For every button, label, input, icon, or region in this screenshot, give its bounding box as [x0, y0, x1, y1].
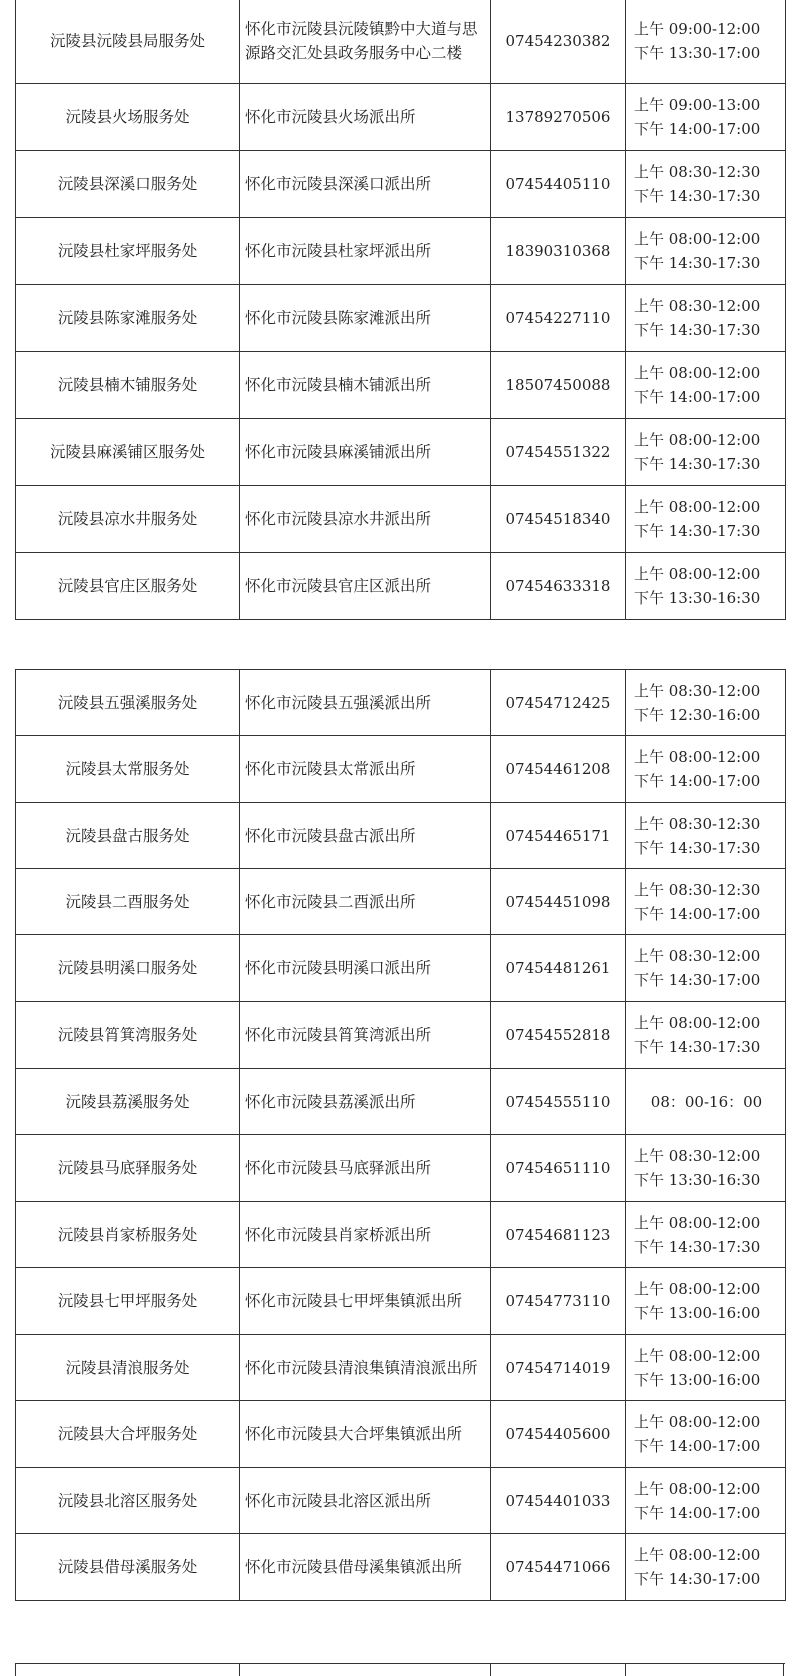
address-cell: 怀化市沅陵县大合坪集镇派出所: [240, 1401, 491, 1468]
hours-morning: 上午 08:30-12:00: [634, 1147, 761, 1165]
address-cell: 怀化市沅陵县马底驿派出所: [240, 1135, 491, 1202]
phone-cell: 07454714019: [491, 1335, 626, 1401]
address-cell: 怀化市沅陵县盘古派出所: [240, 803, 491, 869]
table-row: [16, 352, 786, 419]
hours-afternoon: 下午 14:00-17:00: [634, 772, 761, 790]
address-cell: 怀化市沅陵县太常派出所: [240, 736, 491, 803]
hours-cell: [626, 736, 786, 803]
hours-cell: [626, 935, 786, 1002]
office-name-cell: 沅陵县马底驿服务处: [16, 1135, 240, 1202]
office-name-cell: 沅陵县明溪口服务处: [16, 935, 240, 1002]
table-row: [16, 1268, 786, 1335]
office-name-cell: 沅陵县借母溪服务处: [16, 1534, 240, 1601]
hours-cell: [626, 1202, 786, 1268]
address-cell: 怀化市沅陵县五强溪派出所: [240, 670, 491, 736]
hours-morning: 上午 08:00-12:00: [634, 431, 761, 449]
phone-cell: 07454461208: [491, 736, 626, 803]
hours-cell: [626, 419, 786, 486]
phone-cell: 07454405110: [491, 151, 626, 218]
address-cell: 怀化市沅陵县凉水井派出所: [240, 486, 491, 553]
hours-morning: 上午 08:00-12:00: [634, 364, 761, 382]
hours-cell: [626, 218, 786, 285]
phone-cell: 07454227110: [491, 285, 626, 352]
phone-cell: 07454401033: [491, 1468, 626, 1534]
hours-morning: 上午 08:30-12:00: [634, 297, 761, 315]
hours-morning: 上午 08:00-12:00: [634, 1479, 761, 1498]
hours-morning: 上午 08:00-12:00: [634, 1546, 761, 1564]
table-row: [16, 285, 786, 352]
address-cell: 怀化市沅陵县北溶区派出所: [240, 1468, 491, 1534]
table-row: [16, 1468, 786, 1534]
hours-cell: [626, 1135, 786, 1202]
phone-cell: 07454555110: [491, 1069, 626, 1135]
hours-afternoon: 下午 14:30-17:30: [634, 522, 761, 540]
hours-cell: [626, 84, 786, 151]
hours-cell: [626, 285, 786, 352]
hours-afternoon: 下午 13:00-16:00: [634, 1370, 761, 1389]
hours-cell: [626, 1534, 786, 1601]
phone-cell: 13789270506: [491, 84, 626, 151]
table-row: [16, 419, 786, 486]
hours-morning: 08：00-16：00: [650, 1092, 763, 1111]
office-name-cell: 沅陵县凉水井服务处: [16, 486, 240, 553]
phone-cell: 07454230382: [491, 0, 626, 84]
hours-afternoon: 下午 12:30-16:00: [634, 705, 761, 724]
office-name-cell: 沅陵县二酉服务处: [16, 869, 240, 935]
office-name-cell: 沅陵县楠木铺服务处: [16, 352, 240, 419]
hours-morning: 上午 08:30-12:00: [634, 681, 761, 700]
office-name-cell: 沅陵县陈家滩服务处: [16, 285, 240, 352]
address-cell: 怀化市沅陵县官庄区派出所: [240, 553, 491, 620]
phone-cell: 07454712425: [491, 670, 626, 736]
address-cell: 怀化市沅陵县陈家滩派出所: [240, 285, 491, 352]
hours-afternoon: 下午 14:30-17:30: [634, 187, 761, 205]
hours-morning: 上午 08:00-12:00: [634, 1213, 761, 1232]
phone-cell: 07454405600: [491, 1401, 626, 1468]
table-row: [16, 869, 786, 935]
office-name-cell: 沅陵县火场服务处: [16, 84, 240, 151]
address-cell: 怀化市沅陵县深溪口派出所: [240, 151, 491, 218]
address-cell: 怀化市沅陵县麻溪铺派出所: [240, 419, 491, 486]
office-name-cell: 沅陵县荔溪服务处: [16, 1069, 240, 1135]
address-cell: 怀化市沅陵县火场派出所: [240, 84, 491, 151]
phone-cell: 07454552818: [491, 1002, 626, 1069]
hours-cell: [626, 803, 786, 869]
hours-morning: 上午 08:00-12:00: [634, 565, 761, 583]
hours-morning: 上午 08:00-12:00: [634, 1413, 761, 1431]
phone-cell: 07454773110: [491, 1268, 626, 1335]
table-row: [16, 1202, 786, 1268]
hours-afternoon: 下午 14:00-17:00: [634, 1503, 761, 1522]
office-name-cell: 沅陵县北溶区服务处: [16, 1468, 240, 1534]
hours-afternoon: 下午 14:30-17:30: [634, 1038, 761, 1056]
address-cell: 怀化市沅陵县二酉派出所: [240, 869, 491, 935]
address-cell: 怀化市沅陵县七甲坪集镇派出所: [240, 1268, 491, 1335]
address-cell: 怀化市沅陵县杜家坪派出所: [240, 218, 491, 285]
phone-cell: 07454471066: [491, 1534, 626, 1601]
service-office-table-1: [15, 0, 786, 620]
table-row: [16, 553, 786, 620]
hours-cell: [626, 1268, 786, 1335]
table-row: [16, 1069, 786, 1135]
office-name-cell: 沅陵县深溪口服务处: [16, 151, 240, 218]
table-row: [16, 670, 786, 736]
hours-afternoon: 下午 14:30-17:30: [634, 254, 761, 272]
table-row: [16, 736, 786, 803]
hours-cell: [626, 1002, 786, 1069]
hours-afternoon: 下午 13:30-16:30: [634, 1171, 761, 1189]
hours-afternoon: 下午 13:30-17:00: [634, 44, 761, 62]
office-name-cell: 沅陵县杜家坪服务处: [16, 218, 240, 285]
office-name-cell: 沅陵县清浪服务处: [16, 1335, 240, 1401]
table-row: [16, 803, 786, 869]
hours-morning: 上午 08:30-12:30: [634, 814, 761, 833]
hours-afternoon: 下午 14:00-17:00: [634, 1437, 761, 1455]
phone-cell: 07454651110: [491, 1135, 626, 1202]
service-office-table-2: [15, 669, 786, 1601]
hours-cell: [626, 1468, 786, 1534]
hours-afternoon: 下午 14:30-17:30: [634, 321, 761, 339]
table-row: [16, 1002, 786, 1069]
office-name-cell: 沅陵县七甲坪服务处: [16, 1268, 240, 1335]
hours-cell: [626, 151, 786, 218]
hours-afternoon: 下午 13:30-16:30: [634, 589, 761, 607]
address-cell: 怀化市沅陵县清浪集镇清浪派出所: [240, 1335, 491, 1401]
address-cell: 怀化市沅陵县筲箕湾派出所: [240, 1002, 491, 1069]
hours-morning: 上午 08:30-12:30: [634, 163, 761, 181]
office-name-cell: 沅陵县沅陵县局服务处: [16, 0, 240, 84]
hours-afternoon: 下午 14:30-17:00: [634, 971, 761, 989]
table-row: [16, 151, 786, 218]
address-cell: 怀化市沅陵县借母溪集镇派出所: [240, 1534, 491, 1601]
table-row: [16, 1534, 786, 1601]
office-name-cell: 沅陵县肖家桥服务处: [16, 1202, 240, 1268]
hours-afternoon: 下午 14:30-17:30: [634, 1237, 761, 1256]
hours-morning: 上午 08:00-12:00: [634, 1014, 761, 1032]
hours-afternoon: 下午 13:00-16:00: [634, 1304, 761, 1322]
office-name-cell: 沅陵县太常服务处: [16, 736, 240, 803]
phone-cell: 07454465171: [491, 803, 626, 869]
office-name-cell: 沅陵县官庄区服务处: [16, 553, 240, 620]
phone-cell: 07454681123: [491, 1202, 626, 1268]
address-cell: 怀化市沅陵县荔溪派出所: [240, 1069, 491, 1135]
next-table-edge: [15, 1663, 785, 1676]
table-row: [16, 486, 786, 553]
hours-afternoon: 下午 14:00-17:00: [634, 904, 761, 923]
hours-morning: 上午 09:00-12:00: [634, 20, 761, 38]
hours-cell: [626, 352, 786, 419]
hours-morning: 上午 08:00-12:00: [634, 498, 761, 516]
address-cell: 怀化市沅陵县楠木铺派出所: [240, 352, 491, 419]
table-row: [16, 218, 786, 285]
address-cell: 怀化市沅陵县明溪口派出所: [240, 935, 491, 1002]
phone-cell: 07454633318: [491, 553, 626, 620]
table-body: [16, 0, 786, 620]
office-name-cell: 沅陵县麻溪铺区服务处: [16, 419, 240, 486]
hours-cell: [626, 869, 786, 935]
table-row: [16, 0, 786, 84]
phone-cell: 18507450088: [491, 352, 626, 419]
hours-morning: 上午 08:00-12:00: [634, 748, 761, 766]
hours-cell: [626, 1401, 786, 1468]
phone-cell: 07454551322: [491, 419, 626, 486]
hours-morning: 上午 08:00-12:00: [634, 1280, 761, 1298]
hours-cell: [626, 670, 786, 736]
office-name-cell: 沅陵县大合坪服务处: [16, 1401, 240, 1468]
phone-cell: 07454481261: [491, 935, 626, 1002]
hours-cell: [626, 0, 786, 84]
table-row: [16, 1401, 786, 1468]
office-name-cell: 沅陵县盘古服务处: [16, 803, 240, 869]
table-row: [16, 1135, 786, 1202]
hours-afternoon: 下午 14:30-17:00: [634, 1570, 761, 1588]
hours-cell: [626, 553, 786, 620]
table-body: [16, 670, 786, 1601]
table-row: [16, 1335, 786, 1401]
hours-afternoon: 下午 14:00-17:00: [634, 388, 761, 406]
hours-cell: [626, 486, 786, 553]
hours-morning: 上午 09:00-13:00: [634, 96, 761, 114]
hours-morning: 上午 08:30-12:00: [634, 947, 761, 965]
phone-cell: 07454518340: [491, 486, 626, 553]
hours-afternoon: 下午 14:30-17:30: [634, 838, 761, 857]
hours-cell: [626, 1335, 786, 1401]
hours-morning: 上午 08:30-12:30: [634, 880, 761, 899]
hours-morning: 上午 08:00-12:00: [634, 1346, 761, 1365]
address-cell: 怀化市沅陵县肖家桥派出所: [240, 1202, 491, 1268]
office-name-cell: 沅陵县五强溪服务处: [16, 670, 240, 736]
hours-afternoon: 下午 14:30-17:30: [634, 455, 761, 473]
address-cell: 怀化市沅陵县沅陵镇黔中大道与思源路交汇处县政务服务中心二楼: [240, 0, 491, 84]
hours-afternoon: 下午 14:00-17:00: [634, 120, 761, 138]
phone-cell: 18390310368: [491, 218, 626, 285]
hours-morning: 上午 08:00-12:00: [634, 230, 761, 248]
phone-cell: 07454451098: [491, 869, 626, 935]
table-row: [16, 84, 786, 151]
table-row: [16, 935, 786, 1002]
hours-cell: [626, 1069, 786, 1135]
office-name-cell: 沅陵县筲箕湾服务处: [16, 1002, 240, 1069]
